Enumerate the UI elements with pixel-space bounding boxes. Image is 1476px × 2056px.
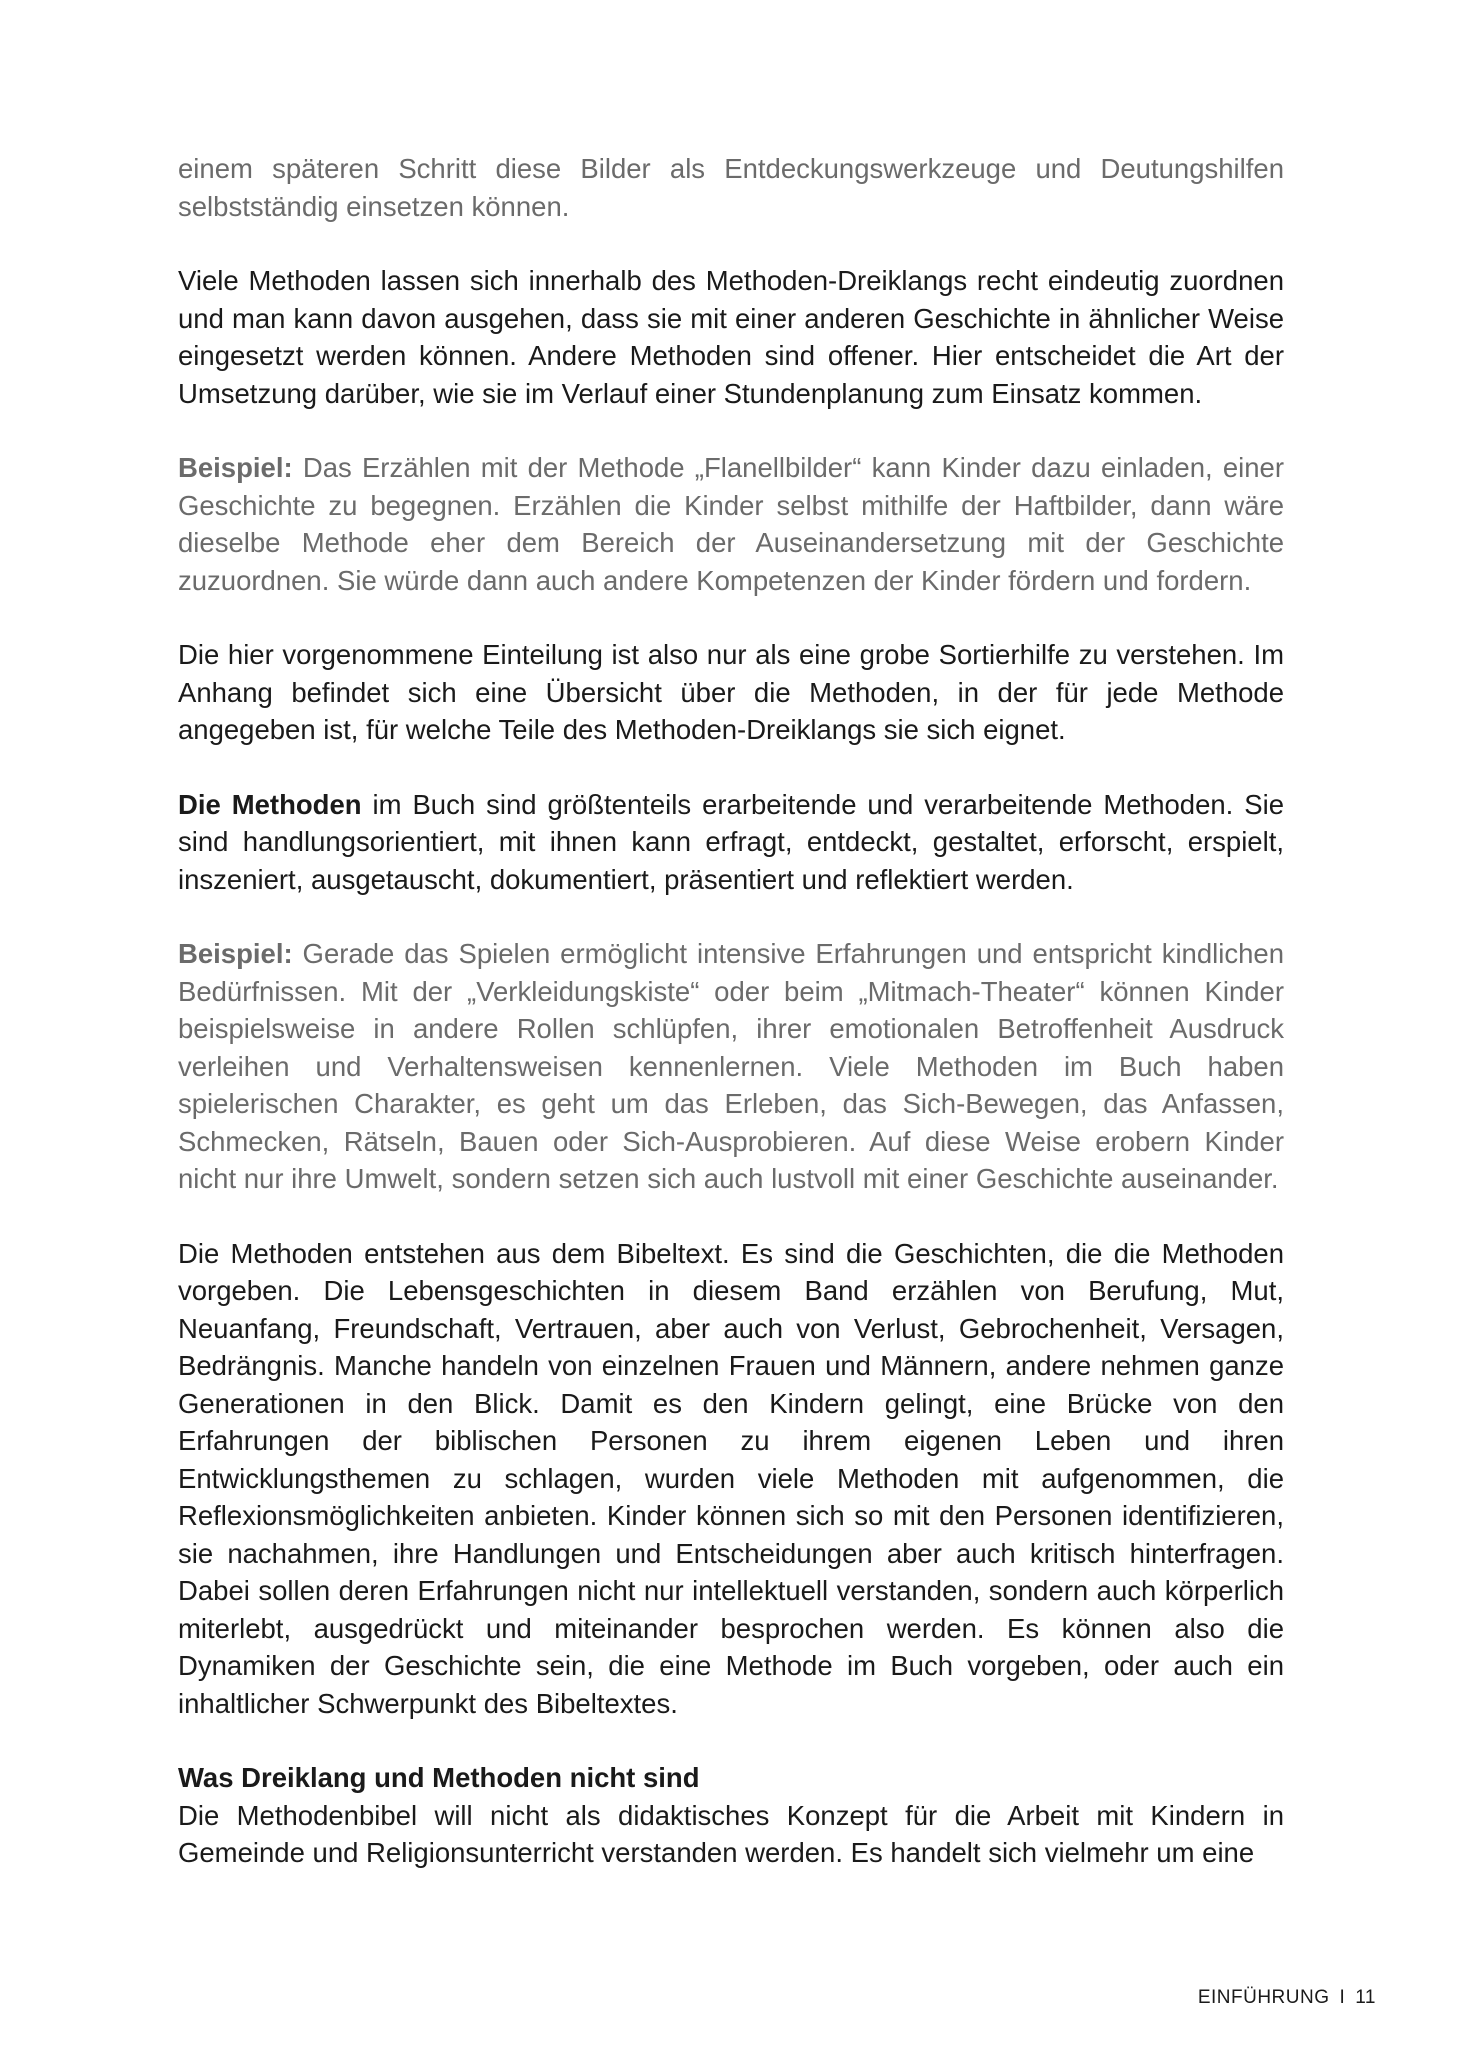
example-label: Beispiel: xyxy=(178,938,293,969)
bold-lead-in: Die Methoden xyxy=(178,788,362,820)
paragraph-bible-text: Die Methoden entstehen aus dem Bibeltext. Es sind die Geschichten, die die Methoden vorgeben. Die Lebensgeschichten in diesem Band erzählen von Berufung, Mut, Neuanfang, Freundschaft, Vertrauen, aber auch von Verlust, Gebrochenheit, Versagen, Bedrängnis. Manche handeln von einzelnen Frauen und Männern, andere nehmen ganze Generationen in den Blick. Damit es den Kindern gelingt, eine Brücke von den Erfahrungen der biblischen Personen zu ihrem eigenen Leben und ihren Entwicklungsthemen zu schlagen, wurden viele Methoden mit aufgenommen, die Reflexionsmöglichkeiten anbieten. Kinder können sich so mit den Personen identifizieren, sie nachahmen, ihre Handlungen und Entscheidungen aber auch kritisch hinterfragen. Dabei sollen deren Erfahrungen nicht nur intellektuell verstanden, sondern auch körperlich miterlebt, ausgedrückt und miteinander besprochen werden. Es können also die Dynamiken der Geschichte sein, die eine Methode im Buch vorgeben, oder auch ein inhaltlicher Schwerpunkt des Bibeltextes. xyxy=(178,1237,1284,1719)
section-heading: Was Dreiklang und Methoden nicht sind xyxy=(178,1762,700,1793)
example-paragraph-playing xyxy=(178,935,1284,1198)
footer-separator: I xyxy=(1339,1987,1346,2008)
paragraph-text: im Buch sind größtenteils erarbeitende und verarbeitende Methoden. Sie sind handlungsorientiert, mit ihnen kann erfragt, entdeckt, gestaltet, erforscht, erspielt, inszeniert, ausgetauscht, dokumentiert, präsentiert und reflektiert werden. xyxy=(178,788,1284,895)
example-text: Das Erzählen mit der Methode „Flanellbilder“ kann Kinder dazu einladen, einer Geschichte zu begegnen. Erzählen die Kinder selbst mithilfe der Haftbilder, dann wäre dieselbe Methode eher dem Bereich der Auseinandersetzung mit der Geschichte zuzuordnen. Sie würde dann auch andere Kompetenzen der Kinder fördern und fordern. xyxy=(178,452,1284,596)
paragraph-methods-overview xyxy=(178,786,1284,899)
page-number: 11 xyxy=(1355,1987,1376,2008)
paragraph-sorting-aid: Die hier vorgenommene Einteilung ist also nur als eine grobe Sortierhilfe zu verstehen. Im Anhang befindet sich eine Übersicht über die Methoden, in der für jede Methode angegeben ist, für welche Teile des Methoden-Dreiklangs sie sich eignet. xyxy=(178,639,1284,745)
example-paragraph-flanellbilder xyxy=(178,449,1284,599)
paragraph-method-assignment: Viele Methoden lassen sich innerhalb des Methoden-Dreiklangs recht eindeutig zuordnen und man kann davon ausgehen, dass sie mit einer anderen Geschichte in ähnlicher Weise eingesetzt werden können. Andere Methoden sind offener. Hier entscheidet die Art der Umsetzung darüber, wie sie im Verlauf einer Stundenplanung zum Einsatz kommen. xyxy=(178,265,1284,409)
page-footer xyxy=(1198,1986,1376,2010)
footer-section-title: EINFÜHRUNG xyxy=(1197,1987,1330,2008)
example-text: Gerade das Spielen ermöglicht intensive Erfahrungen und entspricht kindlichen Bedürfnissen. Mit der „Verkleidungskiste“ oder beim „Mitmach-Theater“ können Kinder beispielsweise in andere Rollen schlüpfen, ihrer emotionalen Betroffenheit Ausdruck verleihen und Verhaltensweisen kennenlernen. Viele Methoden im Buch haben spielerischen Charakter, es geht um das Erleben, das Sich-Bewegen, das Anfassen, Schmecken, Rätseln, Bauen oder Sich-Ausprobieren. Auf diese Weise erobern Kinder nicht nur ihre Umwelt, sondern setzen sich auch lustvoll mit einer Geschichte auseinander. xyxy=(178,938,1284,1194)
example-label: Beispiel: xyxy=(178,452,293,483)
paragraph-continuation: einem späteren Schritt diese Bilder als Entdeckungswerkzeuge und Deutungshilfen selbstständig einsetzen können. xyxy=(178,153,1284,222)
page-body xyxy=(178,150,1284,1872)
paragraph-methodenbibel: Die Methodenbibel will nicht als didaktisches Konzept für die Arbeit mit Kindern in Gemeinde und Religionsunterricht verstanden werden. Es handelt sich vielmehr um eine xyxy=(178,1799,1284,1868)
